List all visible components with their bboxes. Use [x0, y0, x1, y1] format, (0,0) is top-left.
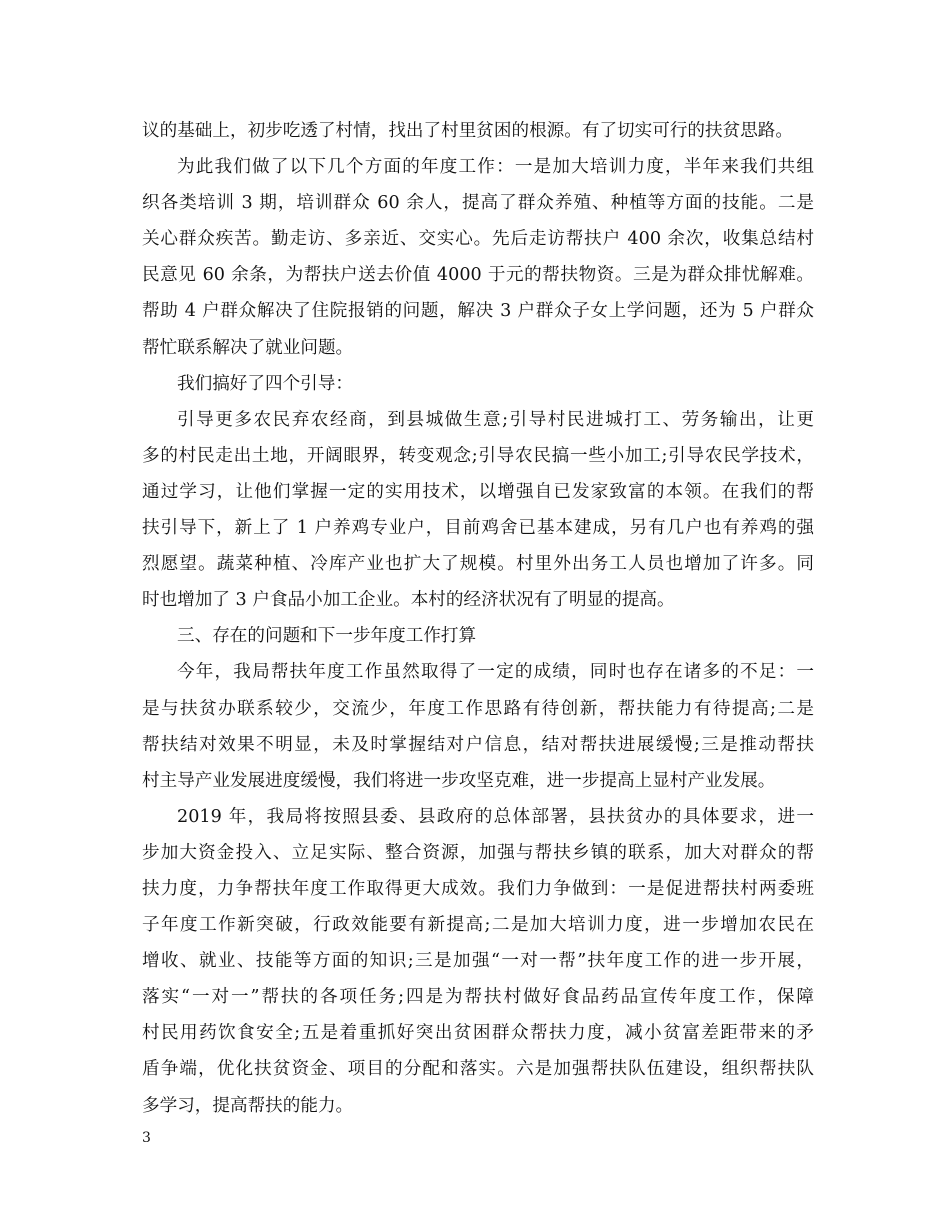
text-line: 烈愿望。蔬菜种植、冷库产业也扩大了规模。村里外出务工人员也增加了许多。同 [142, 554, 814, 575]
text-line: 三、存在的问题和下一步年度工作打算 [177, 626, 477, 647]
text-line: 多的村民走出土地，开阔眼界，转变观念;引导农民搞一些小加工;引导农民学技术， [142, 445, 814, 466]
text-line: 帮忙联系解决了就业问题。 [142, 337, 354, 358]
text-line: 通过学习，让他们掌握一定的实用技术，以增强自已发家致富的本领。在我们的帮 [142, 481, 814, 502]
text-line: 村民用药饮食安全;五是着重抓好突出贫困群众帮扶力度，减小贫富差距带来的矛 [142, 1023, 814, 1044]
text-line: 步加大资金投入、立足实际、整合资源，加强与帮扶乡镇的联系，加大对群众的帮 [142, 842, 814, 863]
text-line: 是与扶贫办联系较少，交流少，年度工作思路有待创新，帮扶能力有待提高;二是 [142, 698, 814, 719]
text-line: 扶引导下，新上了 1 户养鸡专业户，目前鸡舍已基本建成，另有几户也有养鸡的强 [142, 518, 814, 539]
text-line: 今年，我局帮扶年度工作虽然取得了一定的成绩，同时也存在诸多的不足：一 [177, 662, 814, 683]
text-line: 落实“一对一”帮扶的各项任务;四是为帮扶村做好食品药品宣传年度工作，保障 [142, 987, 814, 1008]
page-number: 3 [142, 1130, 151, 1146]
text-line: 我们搞好了四个引导： [177, 373, 353, 394]
text-line: 扶力度，力争帮扶年度工作取得更大成效。我们力争做到：一是促进帮扶村两委班 [142, 878, 814, 899]
text-line: 帮扶结对效果不明显，未及时掌握结对户信息，结对帮扶进展缓慢;三是推动帮扶 [142, 734, 814, 755]
text-line: 子年度工作新突破，行政效能要有新提高;二是加大培训力度，进一步增加农民在 [142, 915, 814, 936]
text-line: 民意见 60 余条，为帮扶户送去价值 4000 于元的帮扶物资。三是为群众排忧解难。 [142, 265, 814, 286]
text-line: 村主导产业发展进度缓慢，我们将进一步攻坚克难，进一步提高上显村产业发展。 [142, 770, 776, 791]
text-line: 织各类培训 3 期，培训群众 60 余人，提高了群众养殖、种植等方面的技能。二是 [142, 193, 814, 214]
text-line: 2019 年，我局将按照县委、县政府的总体部署，县扶贫办的具体要求，进一 [177, 806, 814, 827]
text-line: 帮助 4 户群众解决了住院报销的问题，解决 3 户群众子女上学问题，还为 5 户群众 [142, 301, 814, 322]
text-line: 时也增加了 3 户食品小加工企业。本村的经济状况有了明显的提高。 [142, 590, 675, 611]
text-line: 引导更多农民弃农经商，到县城做生意;引导村民进城打工、劳务输出，让更 [177, 409, 814, 430]
text-line: 增收、就业、技能等方面的知识;三是加强“一对一帮”扶年度工作的进一步开展， [142, 951, 814, 972]
text-line: 议的基础上，初步吃透了村情，找出了村里贫困的根源。有了切实可行的扶贫思路。 [142, 121, 793, 141]
text-line: 多学习，提高帮扶的能力。 [142, 1095, 354, 1116]
text-line: 盾争端，优化扶贫资金、项目的分配和落实。六是加强帮扶队伍建设，组织帮扶队 [142, 1059, 814, 1080]
text-line: 关心群众疾苦。勤走访、多亲近、交实心。先后走访帮扶户 400 余次，收集总结村 [142, 229, 814, 250]
text-line: 为此我们做了以下几个方面的年度工作：一是加大培训力度，半年来我们共组 [177, 157, 814, 178]
document-body [142, 113, 814, 1124]
